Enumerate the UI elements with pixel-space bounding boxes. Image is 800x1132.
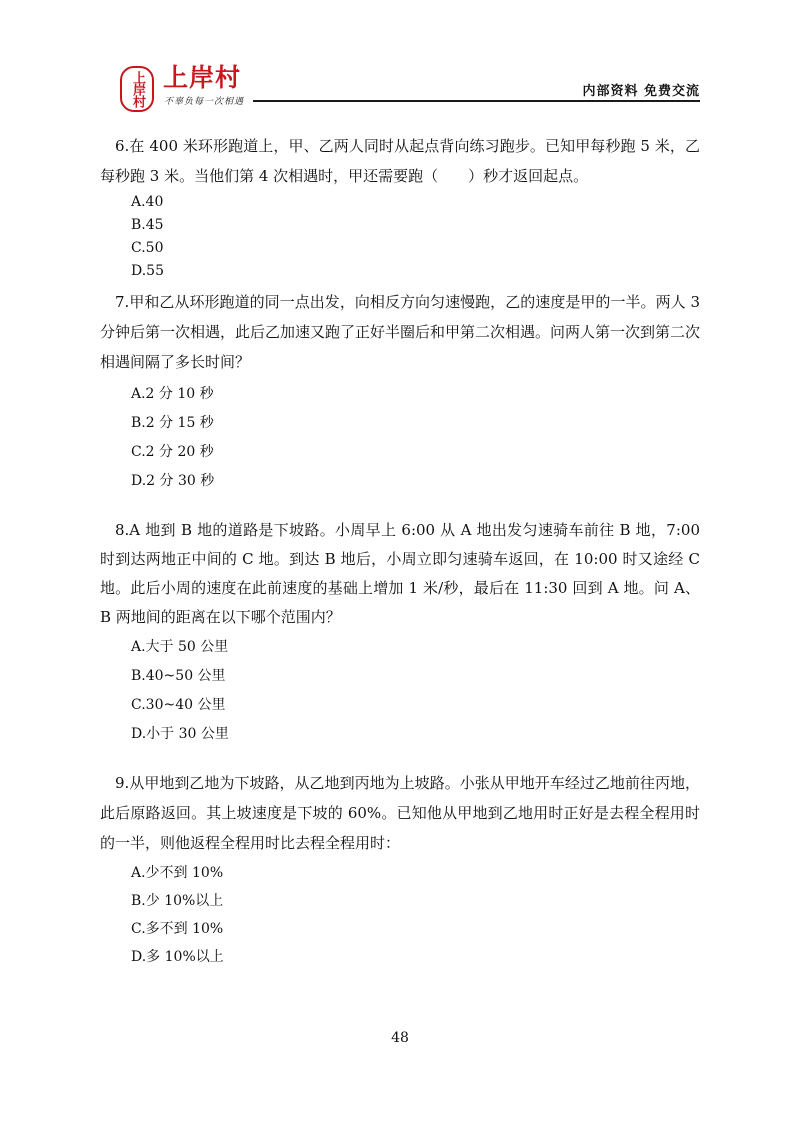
question-stem: 8.A 地到 B 地的道路是下坡路。小周早上 6:00 从 A 地出发匀速骑车前往 B 地，7:00 时到达两地正中间的 C 地。到达 B 地后，小周立即匀速骑车返回，在 10:00 时又途经 C 地。此后小周的速度在此前速度的基础上增加 1 米/秒，最后在 11:30 回到 A 地。问 A、B 两地间的距离在以下哪个范围内？ [100, 521, 700, 626]
question-stem: 9.从甲地到乙地为下坡路，从乙地到丙地为上坡路。小张从甲地开车经过乙地前往丙地，此后原路返回。其上坡速度是下坡的 60%。已知他从甲地到乙地用时正好是去程全程用时的一半，则他返程全程用时比去程全程用时： [100, 774, 700, 852]
option-c: C.2 分 20 秒 [131, 444, 214, 460]
option-d: D.2 分 30 秒 [131, 473, 215, 489]
header-note: 内部资料 免费交流 [582, 84, 700, 99]
option-b: B.45 [131, 217, 164, 233]
question-8 [100, 516, 700, 749]
option-b: B.少 10%以上 [131, 893, 224, 909]
page-header [0, 0, 800, 110]
brand-seal-text: 上岸村 [130, 71, 145, 107]
brand-name: 上岸村 [163, 63, 242, 92]
option-c: C.多不到 10% [131, 921, 224, 937]
option-a: A.40 [131, 194, 164, 210]
page-number: 48 [391, 1030, 409, 1046]
option-a: A.少不到 10% [131, 865, 224, 881]
option-c: C.30~40 公里 [131, 697, 226, 713]
option-list [100, 380, 700, 496]
question-6 [100, 131, 700, 283]
option-a: A.大于 50 公里 [131, 639, 229, 655]
option-b: B.2 分 15 秒 [131, 415, 214, 431]
brand-seal-logo [120, 66, 154, 112]
option-d: D.多 10%以上 [131, 949, 224, 965]
header-divider [253, 100, 700, 102]
option-list [100, 191, 700, 283]
question-7 [100, 287, 700, 496]
option-list [100, 633, 700, 749]
option-c: C.50 [131, 240, 164, 256]
question-stem: 7.甲和乙从环形跑道的同一点出发，向相反方向匀速慢跑，乙的速度是甲的一半。两人 3 分钟后第一次相遇，此后乙加速又跑了正好半圈后和甲第二次相遇。问两人第一次到第二次相遇间隔了多长时间？ [100, 293, 701, 371]
option-a: A.2 分 10 秒 [131, 386, 214, 402]
question-stem: 6.在 400 米环形跑道上，甲、乙两人同时从起点背向练习跑步。已知甲每秒跑 5 米，乙每秒跑 3 米。当他们第 4 次相遇时，甲还需要跑（ ）秒才返回起点。 [100, 137, 700, 185]
question-9 [100, 768, 700, 971]
option-b: B.40~50 公里 [131, 668, 226, 684]
option-list [100, 859, 700, 971]
option-d: D.小于 30 公里 [131, 726, 229, 742]
brand-slogan: 不辜负每一次相遇 [164, 97, 245, 107]
option-d: D.55 [131, 263, 164, 279]
